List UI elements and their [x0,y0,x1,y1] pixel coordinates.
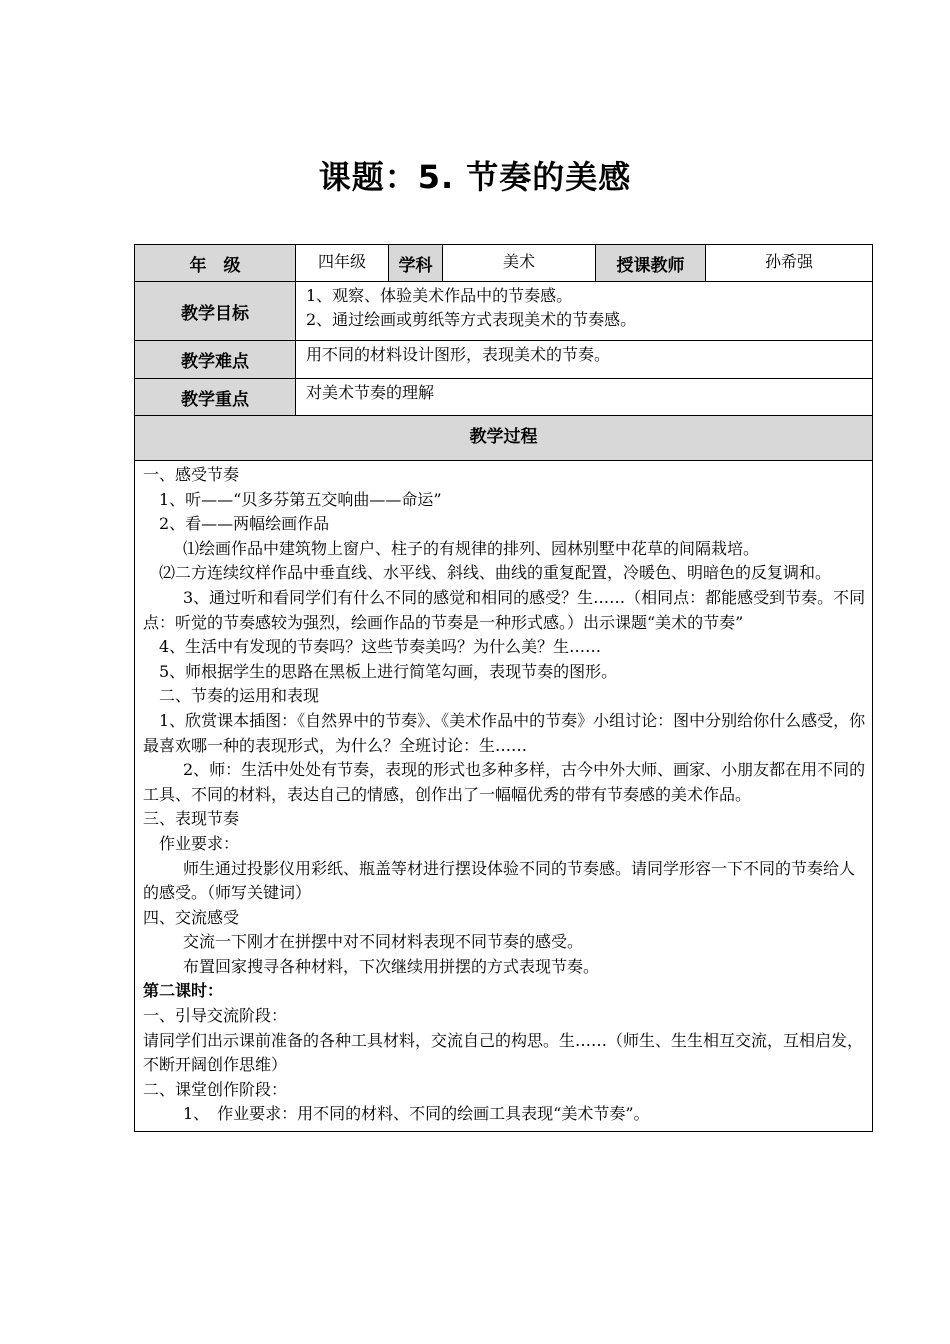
keypoint-row [135,379,873,416]
page-title: 课题：5. 节奏的美感 [318,158,632,196]
process-paragraph: ⑴绘画作品中建筑物上窗户、柱子的有规律的排列、园林别墅中花草的间隔栽培。 [183,538,760,558]
process-paragraph: 1、欣赏课本插图：《自然界中的节奏》、《美术作品中的节奏》小组讨论：图中分别给你什么感受，你最喜欢哪一种的表现形式，为什么？全班讨论：生…… [143,710,866,755]
process-paragraph: 2、师：生活中处处有节奏，表现的形式也多种多样，古今中外大师、画家、小朋友都在用不同的工具、不同的材料，表达自己的情感，创作出了一幅幅优秀的带有节奏感的美术作品。 [143,760,866,804]
process-paragraph: 四、交流感受 [143,907,240,927]
process-paragraph: 一、感受节奏 [143,465,240,484]
process-header-row [135,416,873,461]
process-paragraph: 交流一下刚才在拼摆中对不同材料表现不同节奏的感受。 [183,932,584,952]
difficulty-label: 教学难点 [135,341,296,379]
process-paragraph: 二、节奏的运用和表现 [159,686,320,706]
header-row [135,245,873,282]
process-paragraph: 4、生活中有发现的节奏吗？这些节奏美吗？为什么美？生…… [159,637,602,657]
objectives-cell [296,282,873,341]
lesson-plan-table [134,244,873,1132]
process-paragraph: 作业要求： [159,833,240,853]
process-paragraph: 2、看——两幅绘画作品 [159,514,330,534]
process-paragraph: 5、师根据学生的思路在黑板上进行简笔勾画，表现节奏的图形。 [159,661,618,681]
process-label: 教学过程 [135,416,873,461]
process-paragraph: 1、 作业要求：用不同的材料、不同的绘画工具表现“美术节奏”。 [183,1104,650,1124]
keypoint-text: 对美术节奏的理解 [296,379,873,416]
teacher-value: 孙希强 [706,245,873,282]
process-body-row [135,461,873,1132]
process-paragraph: 布置回家搜寻各种材料，下次继续用拼摆的方式表现节奏。 [183,956,600,976]
process-paragraph: 师生通过投影仪用彩纸、瓶盖等材进行摆设体验不同的节奏感。请同学形容一下不同的节奏给人的感受。（师写关键词） [143,858,856,903]
process-paragraph: 二、课堂创作阶段： [143,1079,288,1099]
objective-1: 1、观察、体验美术作品中的节奏感。 [306,286,573,305]
process-paragraph: 1、听——“贝多芬第五交响曲——命运” [159,489,442,509]
process-paragraph: 请同学们出示课前准备的各种工具材料，交流自己的构思。生……（师生、生生相互交流，互相启发，不断开阔创作思维） [143,1030,864,1075]
difficulty-row [135,341,873,379]
subject-label: 学科 [389,245,443,282]
teacher-label: 授课教师 [596,245,706,282]
keypoint-label: 教学重点 [135,379,296,416]
objectives-row [135,282,873,341]
process-paragraph: 一、引导交流阶段： [143,1006,288,1026]
grade-label: 年 级 [135,245,296,282]
subject-value: 美术 [443,245,596,282]
process-body [135,461,873,1132]
second-lesson-heading: 第二课时： [143,981,224,1001]
difficulty-text: 用不同的材料设计图形，表现美术的节奏。 [296,341,873,379]
grade-value: 四年级 [296,245,389,282]
objective-2: 2、通过绘画或剪纸等方式表现美术的节奏感。 [306,310,637,329]
process-paragraph: 3、通过听和看同学们有什么不同的感觉和相同的感受？生……（相同点：都能感受到节奏。不同点：听觉的节奏感较为强烈，绘画作品的节奏是一种形式感。）出示课题“美术的节奏” [143,587,866,632]
objectives-label: 教学目标 [135,282,296,341]
process-paragraph: 三、表现节奏 [143,809,240,829]
process-paragraph: ⑵二方连续纹样作品中垂直线、水平线、斜线、曲线的重复配置，冷暖色、明暗色的反复调和。 [159,563,832,583]
